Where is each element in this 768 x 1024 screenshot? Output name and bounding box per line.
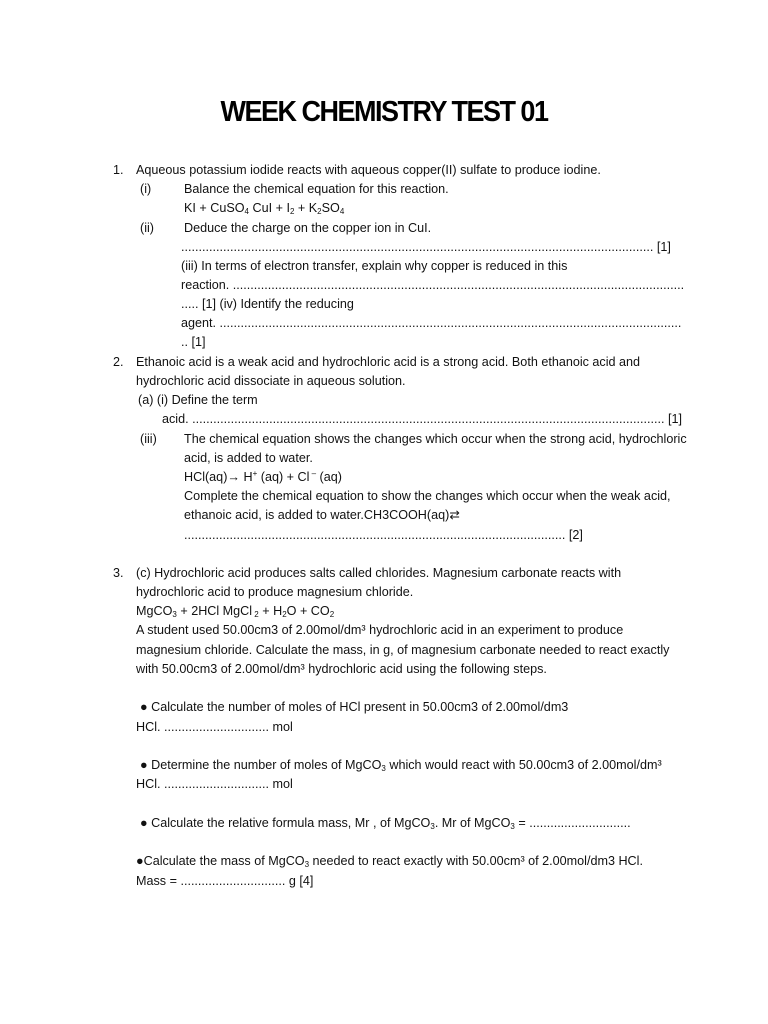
q2-a-answer-line: acid. ....................................................................................................................................... [1] [162,412,682,426]
arrow-icon: → [227,470,240,484]
q1-iv-line1: agent. .................................................................................................................................... [181,316,682,330]
q1-number: 1. [113,163,124,177]
q2-complete-line1: Complete the chemical equation to show the changes which occur when the weak acid, [184,489,671,503]
q2-hcl-equation: HCl(aq)→ H+ (aq) + Cl – (aq) [184,469,342,484]
q1-iv-line2: .. [1] [181,335,206,349]
q3-step1-line1: ● Calculate the number of moles of HCl present in 50.00cm3 of 2.00mol/dm3 [140,700,569,714]
q1-ii-answer-line: ....................................................................................................................................... [1] [181,240,671,254]
q3-step1-line2: HCl. .............................. mol [136,720,293,734]
q2-iii-text2: acid, is added to water. [184,451,313,465]
q3-student-line2: magnesium chloride. Calculate the mass, in g, of magnesium carbonate needed to react exactly [136,643,670,657]
q3-student-line1: A student used 50.00cm3 of 2.00mol/dm³ hydrochloric acid in an experiment to produce [136,623,624,637]
q3-step2-line1: ● Determine the number of moles of MgCO$_3$ which would react with 50.00cm3 of 2.00mol/dm³ [140,758,662,773]
q3-step3-line: ● Calculate the relative formula mass, Mr , of MgCO$_3$. Mr of MgCO$_3$ = ............................. [140,816,631,831]
q1-iii-line2: reaction. ................................................................................................................................. [181,278,685,292]
q3-c-line2: hydrochloric acid to produce magnesium chloride. [136,585,414,599]
page-title: WEEK CHEMISTRY TEST 01 [220,96,548,128]
q1-ii-text: Deduce the charge on the copper ion in CuI. [184,221,432,235]
q1-iii-line3: ..... [1] (iv) Identify the reducing [181,297,354,311]
q1-equation: KI + CuSO$_4$ CuI + $I_2 + K_2SO_4$ [184,201,345,216]
q1-i-label: (i) [140,182,152,196]
q3-number: 3. [113,566,124,580]
q2-intro-line2: hydrochloric acid dissociate in aqueous solution. [136,374,406,388]
q1-intro: Aqueous potassium iodide reacts with aqueous copper(II) sulfate to produce iodine. [136,163,601,177]
q2-a-line: (a) (i) Define the term [138,393,258,407]
q2-complete-line2: ethanoic acid, is added to water.CH3COOH(aq)⇄ [184,508,460,522]
q1-iii-line1: (iii) In terms of electron transfer, explain why copper is reduced in this [181,259,568,273]
q2-answer-line: ............................................................................................................. [2] [184,528,583,542]
q3-step2-line2: HCl. .............................. mol [136,777,293,791]
q2-number: 2. [113,355,124,369]
q1-ii-label: (ii) [140,221,154,235]
q2-iii-label: (iii) [140,432,157,446]
q3-equation: MgCO$_3$ + 2HCl MgCl $_2 + H_2O + CO_2$ [136,604,335,619]
q1-i-text: Balance the chemical equation for this reaction. [184,182,449,196]
q3-c-line1: (c) Hydrochloric acid produces salts called chlorides. Magnesium carbonate reacts with [136,566,622,580]
q3-step4-line2: Mass = .............................. g [4] [136,874,314,888]
q2-intro-line1: Ethanoic acid is a weak acid and hydrochloric acid is a strong acid. Both ethanoic acid and [136,355,641,369]
q3-step4-line1: ●Calculate the mass of MgCO$_3$ needed to react exactly with 50.00cm³ of 2.00mol/dm3 HCl. [136,854,643,869]
equilibrium-arrow-icon: ⇄ [449,508,460,522]
q3-student-line3: with 50.00cm3 of 2.00mol/dm³ hydrochloric acid using the following steps. [136,662,547,676]
q2-iii-text1: The chemical equation shows the changes which occur when the strong acid, hydrochloric [184,432,687,446]
